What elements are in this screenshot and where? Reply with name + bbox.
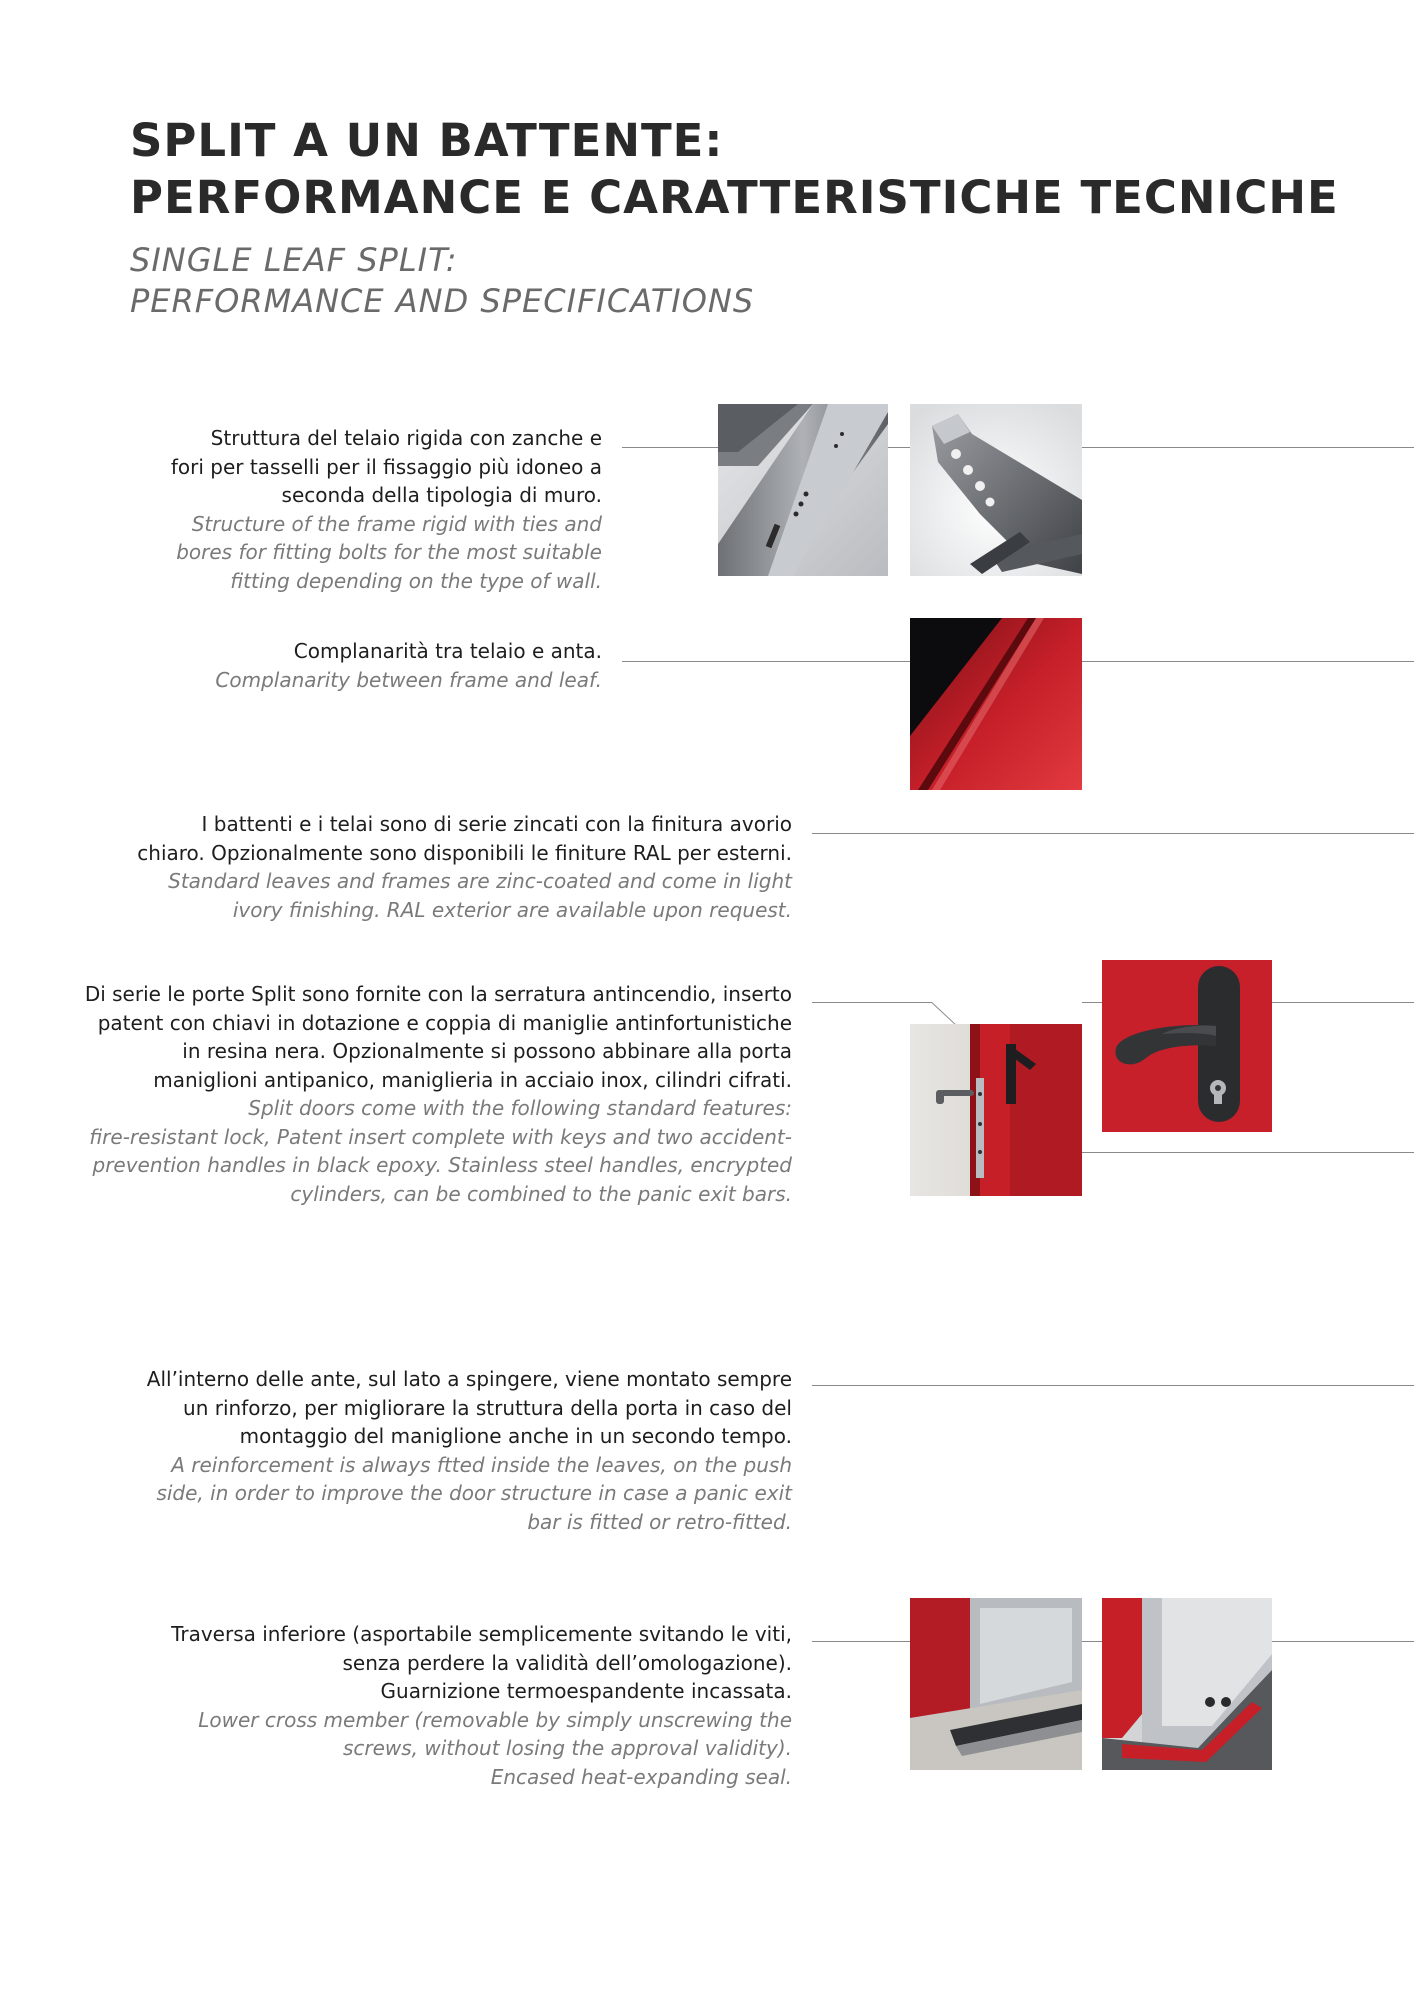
feature-lower-cross-member bbox=[171, 1620, 792, 1791]
leader-line bbox=[622, 447, 718, 448]
leader-line bbox=[1082, 1002, 1102, 1003]
feature-text-it: un rinforzo, per migliorare la struttura della porta in caso del bbox=[183, 1395, 792, 1420]
frame-leaf-illustration bbox=[910, 618, 1082, 790]
lock-photo bbox=[910, 1024, 1082, 1196]
feature-text-en: Encased heat-expanding seal. bbox=[490, 1764, 792, 1789]
feature-finishing bbox=[137, 810, 792, 924]
wall-anchor-photo bbox=[910, 404, 1082, 576]
page-subtitle bbox=[130, 240, 754, 322]
leader-line bbox=[931, 1002, 955, 1025]
feature-text-it: patent con chiavi in dotazione e coppia di maniglie antinfortunistiche bbox=[97, 1010, 792, 1035]
feature-text-en: Split doors come with the following standard features: bbox=[248, 1096, 792, 1120]
feature-reinforcement bbox=[147, 1365, 792, 1536]
frame-leaf-photo bbox=[910, 618, 1082, 790]
feature-text-it: Complanarità tra telaio e anta. bbox=[293, 639, 602, 663]
feature-text-en: Standard leaves and frames are zinc-coated and come in light bbox=[168, 869, 792, 893]
handle-photo bbox=[1102, 960, 1272, 1132]
leader-line bbox=[1272, 1641, 1414, 1642]
leader-line bbox=[812, 1002, 932, 1003]
feature-text-it: Struttura del telaio rigida con zanche e bbox=[210, 426, 602, 450]
feature-complanarity bbox=[215, 637, 602, 694]
page-subtitle-line: SINGLE LEAF SPLIT: bbox=[130, 241, 458, 279]
feature-text-it: Guarnizione termoespandente incassata. bbox=[380, 1679, 792, 1703]
feature-text-en: fire-resistant lock, Patent insert complete with keys and two accident- bbox=[89, 1124, 792, 1149]
leader-line bbox=[812, 833, 1414, 834]
feature-text-en: side, in order to improve the door structure in case a panic exit bbox=[156, 1481, 792, 1505]
feature-text-en: cylinders, can be combined to the panic exit bars. bbox=[290, 1181, 792, 1206]
feature-text-it: All’interno delle ante, sul lato a spingere, viene montato sempre bbox=[146, 1367, 792, 1391]
leader-line bbox=[1082, 447, 1414, 448]
leader-line bbox=[1082, 1641, 1102, 1642]
page-title-line: SPLIT A UN BATTENTE: bbox=[130, 114, 724, 167]
leader-line bbox=[1082, 1152, 1414, 1153]
heat-seal-illustration bbox=[1102, 1598, 1272, 1770]
lock-illustration bbox=[910, 1024, 1082, 1196]
leader-line bbox=[622, 661, 910, 662]
feature-text-it: maniglioni antipanico, maniglieria in acciaio inox, cilindri cifrati. bbox=[153, 1067, 792, 1092]
page-title-line: PERFORMANCE E CARATTERISTICHE TECNICHE bbox=[130, 171, 1339, 224]
frame-tie-photo bbox=[718, 404, 888, 576]
leader-line bbox=[812, 1641, 910, 1642]
feature-text-en: Lower cross member (removable by simply unscrewing the bbox=[198, 1707, 792, 1732]
feature-text-en: Complanarity between frame and leaf. bbox=[215, 667, 602, 692]
page-title bbox=[130, 112, 1339, 226]
feature-text-en: bar is fitted or retro-fitted. bbox=[527, 1509, 792, 1534]
feature-text-it: Di serie le porte Split sono fornite con la serratura antincendio, inserto bbox=[84, 982, 792, 1006]
leader-line bbox=[812, 1385, 1414, 1386]
feature-text-it: senza perdere la validità dell’omologazione). bbox=[342, 1650, 792, 1675]
heat-seal-photo bbox=[1102, 1598, 1272, 1770]
feature-lock-handles bbox=[85, 980, 792, 1208]
feature-text-it: Traversa inferiore (asportabile semplicemente svitando le viti, bbox=[171, 1622, 792, 1646]
feature-text-it: I battenti e i telai sono di serie zincati con la finitura avorio bbox=[201, 812, 792, 836]
feature-frame-structure bbox=[171, 424, 602, 595]
feature-text-en: Structure of the frame rigid with ties and bbox=[191, 511, 602, 536]
leader-line bbox=[1272, 1002, 1414, 1003]
leader-line bbox=[1082, 661, 1414, 662]
wall-anchor-illustration bbox=[910, 404, 1082, 576]
feature-text-it: fori per tasselli per il fissaggio più idoneo a bbox=[170, 454, 602, 479]
feature-text-en: ivory finishing. RAL exterior are available upon request. bbox=[232, 897, 792, 922]
feature-text-it: montaggio del maniglione anche in un secondo tempo. bbox=[239, 1424, 792, 1448]
leader-line bbox=[888, 447, 910, 448]
feature-text-en: bores for fitting bolts for the most suitable bbox=[176, 540, 602, 564]
feature-text-en: A reinforcement is always ftted inside the leaves, on the push bbox=[171, 1452, 792, 1477]
feature-text-it: chiaro. Opzionalmente sono disponibili le finiture RAL per esterni. bbox=[137, 840, 792, 865]
feature-text-en: prevention handles in black epoxy. Stainless steel handles, encrypted bbox=[92, 1153, 792, 1177]
feature-text-en: fitting depending on the type of wall. bbox=[230, 568, 602, 593]
handle-illustration bbox=[1102, 960, 1272, 1132]
cross-member-illustration bbox=[910, 1598, 1082, 1770]
feature-text-it: seconda della tipologia di muro. bbox=[281, 483, 602, 507]
feature-text-en: screws, without losing the approval validity). bbox=[342, 1736, 792, 1760]
frame-tie-illustration bbox=[718, 404, 888, 576]
feature-text-it: in resina nera. Opzionalmente si possono abbinare alla porta bbox=[182, 1039, 792, 1063]
page-subtitle-line: PERFORMANCE AND SPECIFICATIONS bbox=[130, 282, 755, 320]
cross-member-photo bbox=[910, 1598, 1082, 1770]
